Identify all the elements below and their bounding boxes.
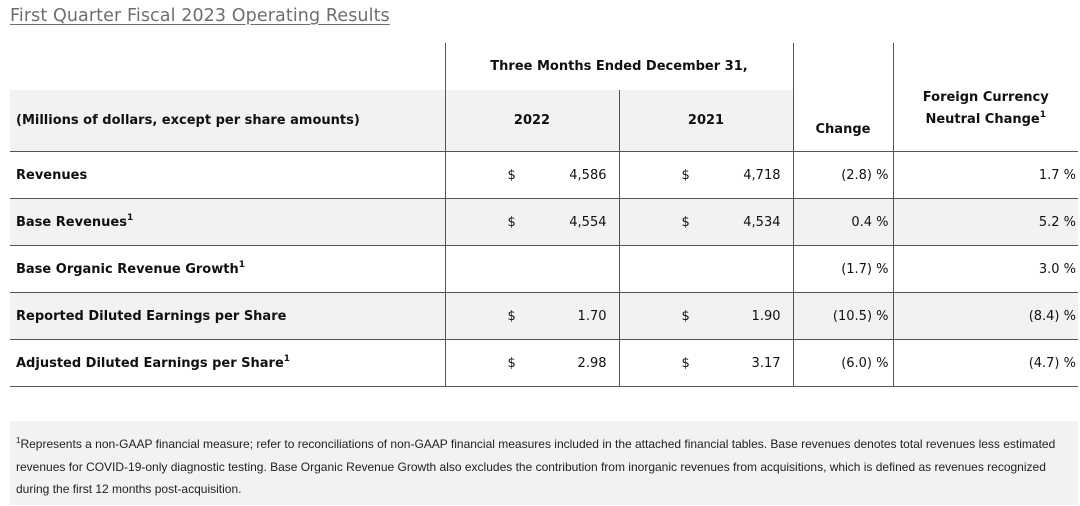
cell-2021 bbox=[619, 293, 793, 340]
cell-2021 bbox=[619, 199, 793, 246]
fc-header-line2: Neutral Change bbox=[925, 111, 1040, 127]
cell-2022 bbox=[445, 199, 619, 246]
footnote-text: Represents a non-GAAP financial measure; refer to reconciliations of non-GAAP financial measures included in the attached financial tables. Base revenues denotes total revenues less estimated revenues for COVID-19-only diagnostic testing. Base Organic Revenue Growth also excludes the contribution from inorganic revenues from acquisitions, which is defined as revenues recognized during the first 12 months post-acquisition. bbox=[16, 437, 1056, 496]
row-label bbox=[10, 246, 445, 293]
fc-header-footnote-marker: 1 bbox=[1039, 109, 1047, 120]
fc-header-line1: Foreign Currency bbox=[922, 89, 1049, 105]
currency-symbol: $ bbox=[507, 167, 516, 183]
table-row bbox=[10, 152, 1078, 199]
row-label bbox=[10, 340, 445, 387]
page-title: First Quarter Fiscal 2023 Operating Results bbox=[10, 6, 390, 26]
table-row bbox=[10, 293, 1078, 340]
currency-symbol: $ bbox=[681, 355, 690, 371]
value-2021: 3.17 bbox=[751, 355, 781, 371]
fc-change-value: (8.4) % bbox=[893, 293, 1078, 340]
value-2022: 2.98 bbox=[577, 355, 607, 371]
row-label-text: Base Organic Revenue Growth bbox=[16, 261, 239, 277]
value-2022: 4,586 bbox=[569, 167, 607, 183]
row-label-text: Revenues bbox=[16, 167, 88, 183]
cell-2022 bbox=[445, 152, 619, 199]
currency-symbol: $ bbox=[681, 167, 690, 183]
footnote bbox=[10, 421, 1078, 505]
value-2021: 4,718 bbox=[743, 167, 781, 183]
cell-2022 bbox=[445, 293, 619, 340]
footnote-marker: 1 bbox=[16, 436, 21, 445]
fc-change-value: 5.2 % bbox=[893, 199, 1078, 246]
value-2021: 1.90 bbox=[751, 308, 781, 324]
row-label bbox=[10, 293, 445, 340]
value-2022: 4,554 bbox=[569, 214, 607, 230]
change-value: (2.8) % bbox=[793, 152, 893, 199]
change-header: Change bbox=[793, 90, 893, 152]
operating-results-table bbox=[10, 43, 1078, 387]
row-footnote-marker: 1 bbox=[283, 353, 291, 364]
fc-header bbox=[893, 78, 1078, 140]
cell-2022 bbox=[445, 246, 619, 293]
header-blank bbox=[10, 43, 445, 90]
row-label-text: Adjusted Diluted Earnings per Share bbox=[16, 355, 284, 371]
value-2022: 1.70 bbox=[577, 308, 607, 324]
currency-symbol: $ bbox=[507, 214, 516, 230]
change-value: 0.4 % bbox=[793, 199, 893, 246]
row-label bbox=[10, 152, 445, 199]
fc-change-value: (4.7) % bbox=[893, 340, 1078, 387]
period-header: Three Months Ended December 31, bbox=[445, 43, 793, 90]
year-2021-header: 2021 bbox=[619, 90, 793, 152]
table-row bbox=[10, 199, 1078, 246]
cell-2021 bbox=[619, 340, 793, 387]
change-value: (6.0) % bbox=[793, 340, 893, 387]
row-footnote-marker: 1 bbox=[126, 212, 134, 223]
row-label bbox=[10, 199, 445, 246]
currency-symbol: $ bbox=[507, 355, 516, 371]
row-label-text: Base Revenues bbox=[16, 214, 127, 230]
currency-symbol: $ bbox=[507, 308, 516, 324]
currency-symbol: $ bbox=[681, 214, 690, 230]
currency-symbol: $ bbox=[681, 308, 690, 324]
table-row bbox=[10, 246, 1078, 293]
cell-2021 bbox=[619, 246, 793, 293]
row-label-text: Reported Diluted Earnings per Share bbox=[16, 308, 287, 324]
change-value: (10.5) % bbox=[793, 293, 893, 340]
fc-change-value: 1.7 % bbox=[893, 152, 1078, 199]
row-footnote-marker: 1 bbox=[238, 259, 245, 270]
year-2022-header: 2022 bbox=[445, 90, 619, 152]
value-2021: 4,534 bbox=[743, 214, 781, 230]
cell-2021 bbox=[619, 152, 793, 199]
fc-change-value: 3.0 % bbox=[893, 246, 1078, 293]
label-header: (Millions of dollars, except per share amounts) bbox=[10, 90, 445, 152]
change-value: (1.7) % bbox=[793, 246, 893, 293]
cell-2022 bbox=[445, 340, 619, 387]
table-row bbox=[10, 340, 1078, 387]
